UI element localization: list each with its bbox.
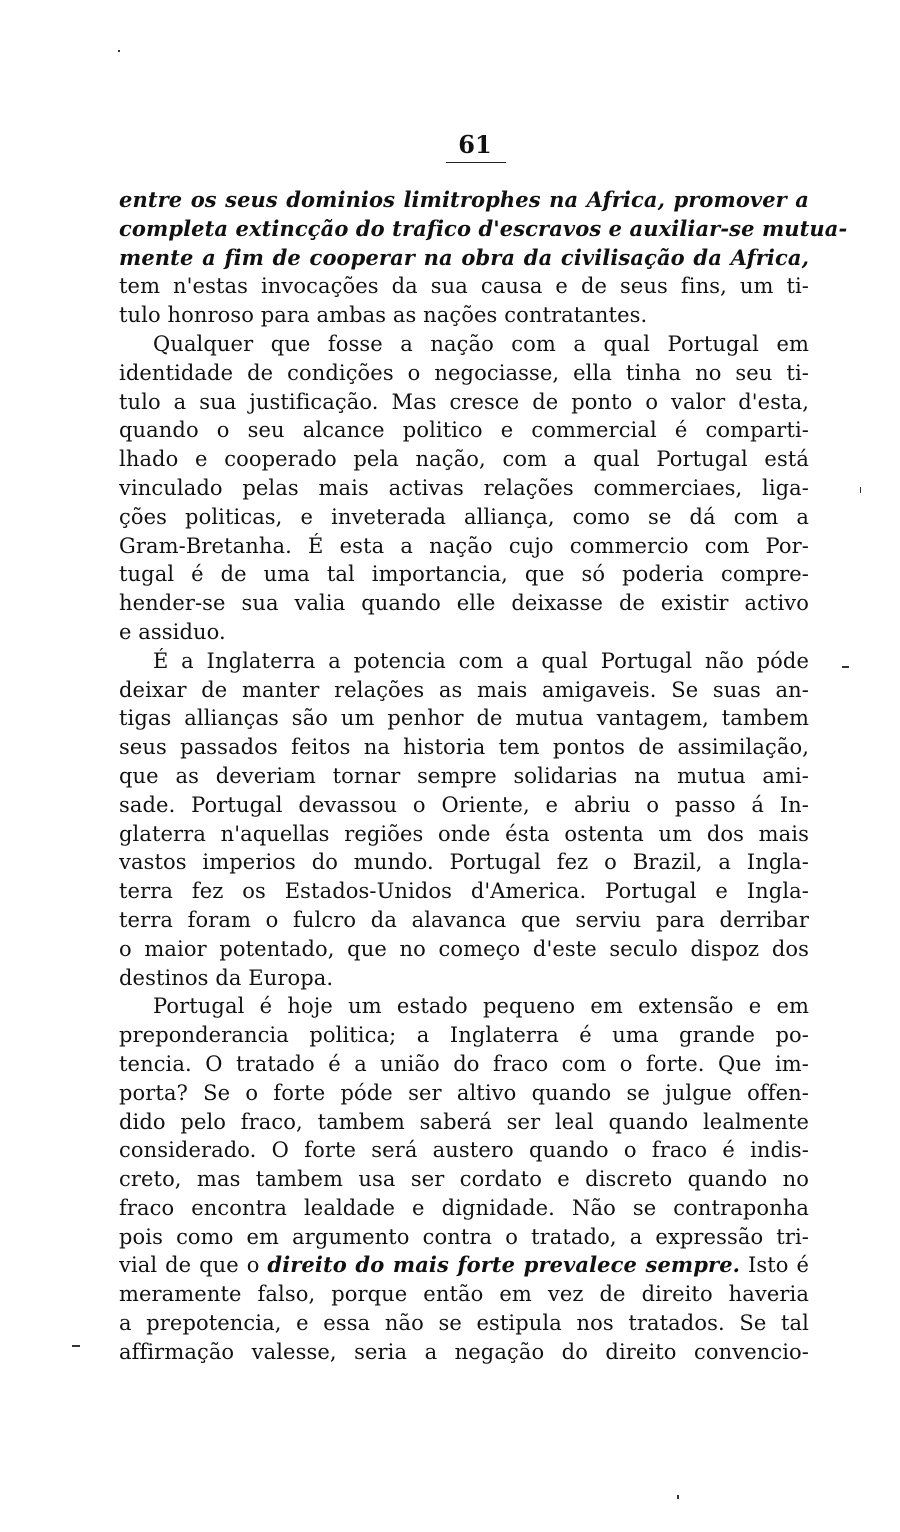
line-text: identidade de condições o negociasse, ella tinha no seu ti- (119, 360, 809, 385)
line-text: fraco encontra lealdade e dignidade. Não se contraponha (119, 1195, 809, 1220)
line-text: hender-se sua valia quando elle deixasse de existir activo (119, 591, 809, 616)
line-text: quando o seu alcance politico e commercial é comparti- (119, 418, 809, 443)
line-text: sade. Portugal devassou o Oriente, e abriu o passo á In- (119, 792, 809, 817)
scan-speck (118, 50, 120, 52)
line-text: affirmação valesse, seria a negação do direito convencio- (119, 1339, 809, 1364)
line-text: deixar de manter relações as mais amigaveis. Se suas an- (119, 677, 809, 702)
text-line (119, 589, 809, 618)
line-text: pois como em argumento contra o tratado, a expressão tri- (119, 1224, 809, 1249)
italic-phrase: direito do mais forte prevalece sempre. (267, 1252, 741, 1278)
text-line (119, 532, 809, 561)
line-text: creto, mas tambem usa ser cordato e discreto quando no (119, 1167, 809, 1192)
text-line (119, 877, 809, 906)
text-line (119, 618, 809, 647)
line-text: meramente falso, porque então em vez de direito haveria (119, 1282, 809, 1307)
line-text: porta? Se o forte póde ser altivo quando se julgue offen- (119, 1080, 809, 1105)
line-text: vial de que o (119, 1253, 268, 1278)
text-line (119, 359, 809, 388)
text-line (119, 1136, 809, 1165)
text-line (119, 186, 809, 215)
line-text: glaterra n'aquellas regiões onde ésta ostenta um dos mais (119, 821, 809, 846)
line-text: dido pelo fraco, tambem saberá ser leal quando lealmente (119, 1109, 809, 1134)
text-line (119, 733, 809, 762)
text-line (119, 1165, 809, 1194)
text-line (119, 1280, 809, 1309)
scan-speck (677, 1495, 679, 1499)
text-line (119, 791, 809, 820)
text-line (119, 301, 809, 330)
text-line (119, 1338, 809, 1367)
line-text: tigas allianças são um penhor de mutua vantagem, tambem (119, 706, 809, 731)
text-line (119, 820, 809, 849)
text-line (119, 503, 809, 532)
line-text: Isto é (740, 1253, 810, 1278)
text-line (119, 388, 809, 417)
line-text: Qualquer que fosse a nação com a qual Portugal em (153, 331, 809, 356)
page-number-rule (446, 162, 506, 163)
line-text: Portugal é hoje um estado pequeno em extensão e em (153, 994, 809, 1019)
line-text: o maior potentado, que no começo d'este seculo dispoz dos (119, 936, 809, 961)
scan-dash (72, 1345, 80, 1347)
line-text: tugal é de uma tal importancia, que só poderia compre- (119, 562, 809, 587)
text-line (119, 1050, 809, 1079)
line-text: Gram-Bretanha. É esta a nação cujo commercio com Por- (119, 533, 809, 558)
text-line (119, 964, 809, 993)
body-text (119, 186, 848, 1367)
text-line (119, 560, 809, 589)
line-text: considerado. O forte será austero quando o fraco é indis- (119, 1138, 809, 1163)
text-line (119, 330, 809, 359)
text-line (119, 1021, 809, 1050)
text-line (119, 1079, 809, 1108)
italic-phrase: mente a fim de cooperar na obra da civilisação da Africa, (119, 244, 809, 270)
text-line (119, 1194, 809, 1223)
text-line (119, 762, 809, 791)
line-text: tulo a sua justificação. Mas cresce de ponto o valor d'esta, (119, 389, 809, 414)
line-text: e assiduo. (119, 619, 226, 644)
line-text: que as deveriam tornar sempre solidarias na mutua ami- (119, 763, 809, 788)
italic-phrase: completa extincção do trafico d'escravos e auxiliar-se mutua- (119, 215, 848, 241)
text-line (119, 992, 809, 1021)
text-line (119, 416, 809, 445)
line-text: tencia. O tratado é a união do fraco com o forte. Que im- (119, 1051, 809, 1076)
line-text: terra fez os Estados-Unidos d'America. Portugal e Ingla- (119, 879, 809, 904)
text-line (119, 1309, 809, 1338)
text-line (119, 1223, 809, 1252)
line-text: terra foram o fulcro da alavanca que serviu para derribar (119, 907, 809, 932)
page-number: 61 (458, 130, 492, 159)
text-line (119, 215, 848, 244)
line-text: vastos imperios do mundo. Portugal fez o Brazil, a Ingla- (119, 850, 809, 875)
scan-dash (842, 666, 849, 668)
line-text: a prepotencia, e essa não se estipula nos tratados. Se tal (119, 1311, 809, 1336)
text-line (119, 704, 809, 733)
text-line (119, 1108, 809, 1137)
line-text: preponderancia politica; a Inglaterra é uma grande po- (119, 1023, 809, 1048)
line-text: seus passados feitos na historia tem pontos de assimilação, (119, 735, 809, 760)
line-text: tem n'estas invocações da sua causa e de seus fins, um ti- (119, 274, 809, 299)
line-text: É a Inglaterra a potencia com a qual Portugal não póde (153, 648, 809, 673)
text-line (119, 906, 809, 935)
scan-speck (860, 487, 861, 493)
text-line (119, 272, 809, 301)
line-text: destinos da Europa. (119, 965, 334, 990)
text-line (119, 1251, 809, 1280)
text-line (119, 244, 809, 273)
text-line (119, 676, 809, 705)
text-line (119, 848, 809, 877)
text-line (119, 935, 809, 964)
line-text: tulo honroso para ambas as nações contratantes. (119, 303, 648, 328)
text-line (119, 474, 809, 503)
line-text: lhado e cooperado pela nação, com a qual Portugal está (119, 447, 809, 472)
italic-phrase: entre os seus dominios limitrophes na Africa, promover a (119, 187, 809, 212)
line-text: ções politicas, e inveterada alliança, como se dá com a (119, 504, 809, 529)
line-text: vinculado pelas mais activas relações commerciaes, liga- (119, 475, 809, 500)
text-line (119, 445, 809, 474)
text-line (119, 647, 809, 676)
